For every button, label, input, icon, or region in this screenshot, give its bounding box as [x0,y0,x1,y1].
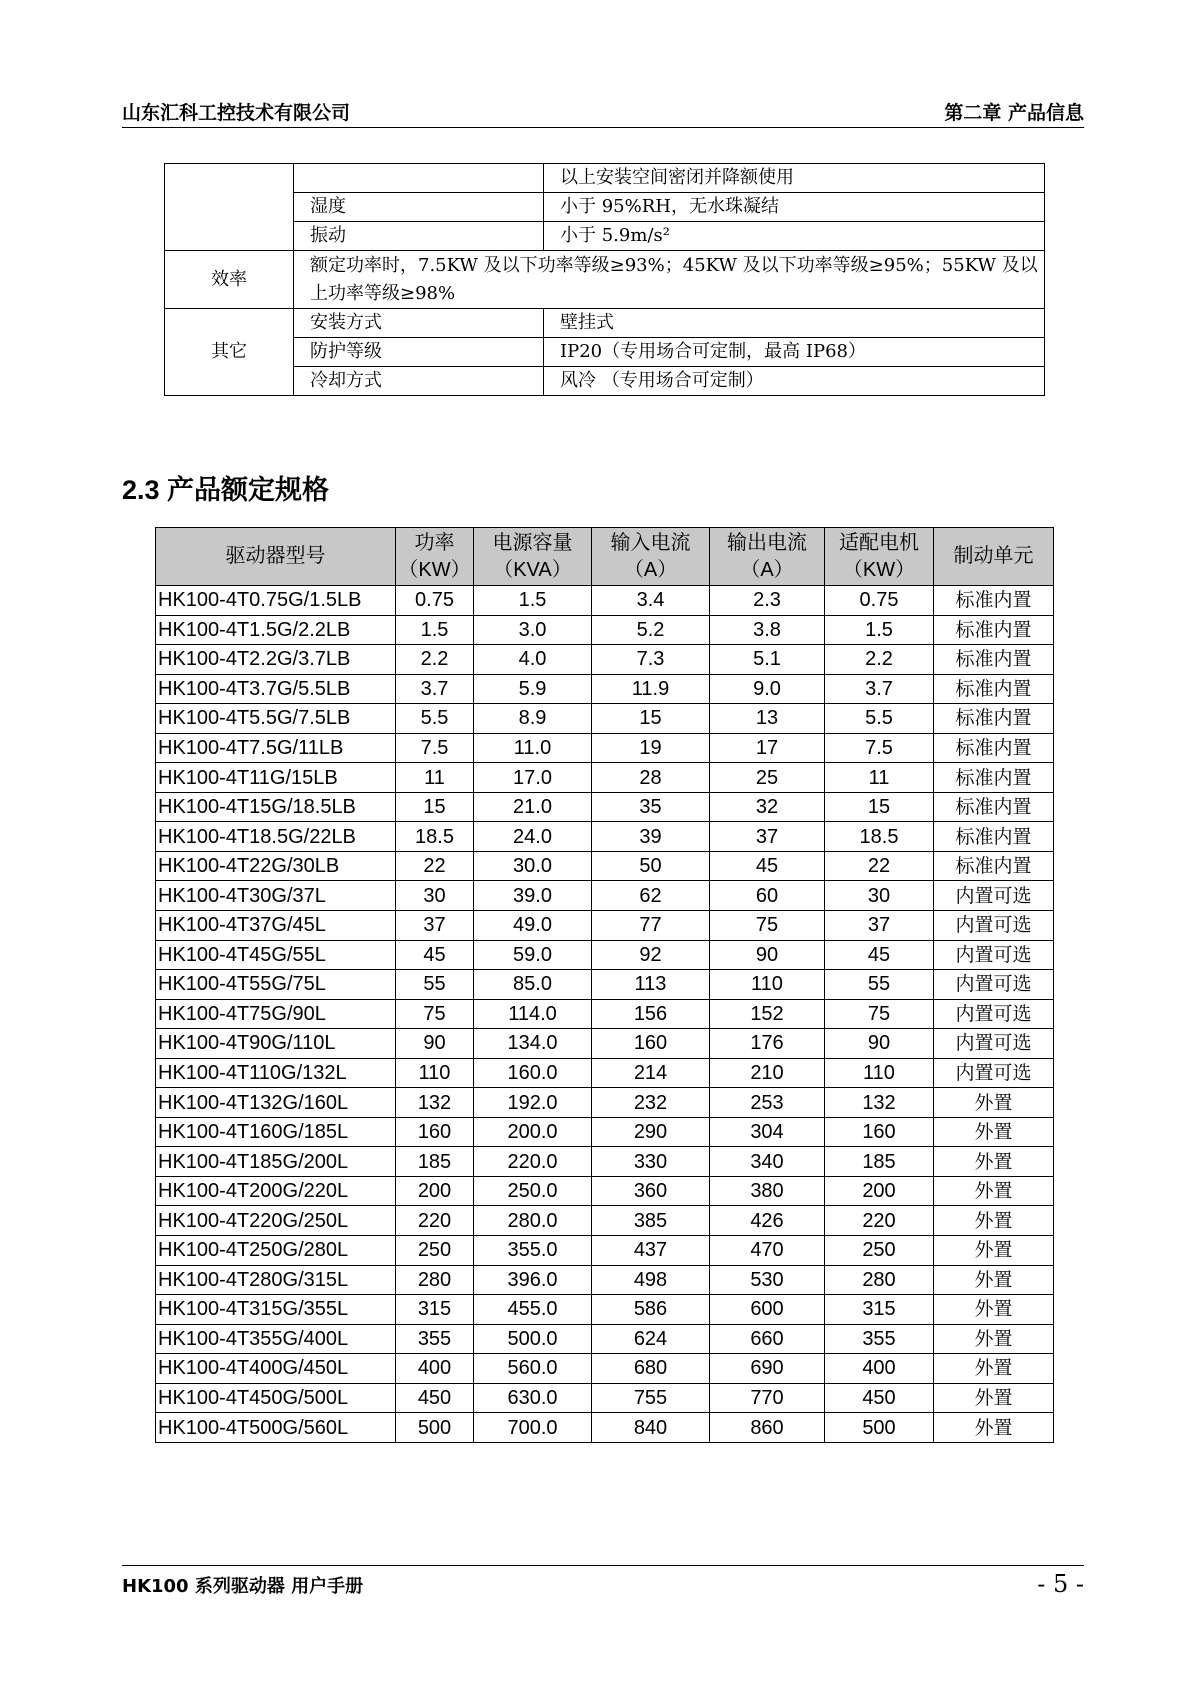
input-current-cell: 11.9 [592,674,710,704]
input-current-cell: 232 [592,1088,710,1118]
motor-cell: 15 [825,792,934,822]
power-cell: 37 [396,911,474,941]
model-cell: HK100-4T1.5G/2.2LB [156,615,396,645]
power-cell: 400 [396,1354,474,1384]
capacity-cell: 700.0 [474,1413,592,1443]
input-current-cell: 586 [592,1295,710,1325]
column-header-unit: （A） [740,558,794,581]
motor-cell: 400 [825,1354,934,1384]
input-current-cell: 160 [592,1029,710,1059]
table-row [156,615,1054,645]
output-current-cell: 5.1 [710,645,825,675]
output-current-cell: 176 [710,1029,825,1059]
input-current-cell: 385 [592,1206,710,1236]
capacity-cell: 17.0 [474,763,592,793]
motor-cell: 110 [825,1058,934,1088]
brake-unit-cell: 标准内置 [934,763,1054,793]
model-cell: HK100-4T185G/200L [156,1147,396,1177]
capacity-cell: 24.0 [474,822,592,852]
model-cell: HK100-4T220G/250L [156,1206,396,1236]
capacity-cell: 280.0 [474,1206,592,1236]
table-row [156,763,1054,793]
motor-cell: 90 [825,1029,934,1059]
power-cell: 450 [396,1383,474,1413]
brake-unit-cell: 外置 [934,1295,1054,1325]
table-row [156,881,1054,911]
power-cell: 55 [396,970,474,1000]
model-cell: HK100-4T132G/160L [156,1088,396,1118]
power-cell: 18.5 [396,822,474,852]
capacity-cell: 192.0 [474,1088,592,1118]
power-cell: 15 [396,792,474,822]
brake-unit-cell: 外置 [934,1088,1054,1118]
env-value: 风冷 （专用场合可定制） [544,367,1045,396]
table-row [156,792,1054,822]
model-cell: HK100-4T0.75G/1.5LB [156,586,396,616]
input-current-cell: 214 [592,1058,710,1088]
input-current-cell: 437 [592,1236,710,1266]
motor-cell: 315 [825,1295,934,1325]
capacity-cell: 455.0 [474,1295,592,1325]
brake-unit-cell: 标准内置 [934,704,1054,734]
capacity-cell: 500.0 [474,1324,592,1354]
model-cell: HK100-4T5.5G/7.5LB [156,704,396,734]
power-cell: 200 [396,1176,474,1206]
motor-cell: 280 [825,1265,934,1295]
power-cell: 355 [396,1324,474,1354]
column-header-unit: （KVA） [493,558,572,581]
model-cell: HK100-4T3.7G/5.5LB [156,674,396,704]
model-cell: HK100-4T355G/400L [156,1324,396,1354]
output-current-cell: 304 [710,1117,825,1147]
input-current-cell: 3.4 [592,586,710,616]
power-cell: 315 [396,1295,474,1325]
brake-unit-cell: 内置可选 [934,1029,1054,1059]
capacity-cell: 250.0 [474,1176,592,1206]
column-header-label: 功率 [414,531,455,554]
input-current-cell: 5.2 [592,615,710,645]
output-current-cell: 13 [710,704,825,734]
power-cell: 132 [396,1088,474,1118]
column-header-label: 适配电机 [839,531,919,554]
input-current-cell: 50 [592,851,710,881]
power-cell: 110 [396,1058,474,1088]
motor-cell: 200 [825,1176,934,1206]
efficiency-category: 效率 [165,251,294,309]
output-current-cell: 3.8 [710,615,825,645]
brake-unit-cell: 外置 [934,1176,1054,1206]
model-cell: HK100-4T45G/55L [156,940,396,970]
capacity-cell: 39.0 [474,881,592,911]
company-name: 山东汇科工控技术有限公司 [122,102,351,124]
motor-cell: 500 [825,1413,934,1443]
power-cell: 90 [396,1029,474,1059]
motor-cell: 355 [825,1324,934,1354]
env-item: 湿度 [294,193,544,222]
model-cell: HK100-4T37G/45L [156,911,396,941]
env-value: 小于 5.9m/s² [544,222,1045,251]
page-footer [122,1565,1084,1605]
brake-unit-cell: 标准内置 [934,615,1054,645]
output-current-cell: 340 [710,1147,825,1177]
motor-cell: 75 [825,999,934,1029]
table-row [156,1117,1054,1147]
env-item: 安装方式 [294,309,544,338]
capacity-cell: 8.9 [474,704,592,734]
capacity-cell: 396.0 [474,1265,592,1295]
column-header-label: 制动单元 [953,545,1034,567]
brake-unit-cell: 标准内置 [934,645,1054,675]
motor-cell: 11 [825,763,934,793]
table-row [156,704,1054,734]
table-row [156,586,1054,616]
page-number: - 5 - [1037,1570,1084,1598]
brake-unit-cell: 标准内置 [934,822,1054,852]
table-row [156,851,1054,881]
motor-cell: 22 [825,851,934,881]
column-header [710,528,825,586]
table-row [165,222,1045,251]
output-current-cell: 210 [710,1058,825,1088]
table-row [165,164,1045,193]
column-header-unit: （A） [623,558,678,581]
power-cell: 0.75 [396,586,474,616]
chapter-title: 第二章 产品信息 [944,102,1084,124]
brake-unit-cell: 外置 [934,1383,1054,1413]
model-cell: HK100-4T110G/132L [156,1058,396,1088]
environment-spec-table [164,163,1045,396]
brake-unit-cell: 内置可选 [934,970,1054,1000]
section-title: 2.3 产品额定规格 [122,475,330,505]
brake-unit-cell: 外置 [934,1206,1054,1236]
table-row [165,251,1045,309]
brake-unit-cell: 外置 [934,1147,1054,1177]
input-current-cell: 840 [592,1413,710,1443]
table-row [156,1295,1054,1325]
brake-unit-cell: 外置 [934,1413,1054,1443]
motor-cell: 132 [825,1088,934,1118]
output-current-cell: 470 [710,1236,825,1266]
env-item: 冷却方式 [294,367,544,396]
model-cell: HK100-4T2.2G/3.7LB [156,645,396,675]
capacity-cell: 3.0 [474,615,592,645]
power-cell: 45 [396,940,474,970]
table-row [165,193,1045,222]
output-current-cell: 152 [710,999,825,1029]
column-header [592,528,710,586]
table-row [156,1324,1054,1354]
output-current-cell: 17 [710,733,825,763]
model-cell: HK100-4T90G/110L [156,1029,396,1059]
model-cell: HK100-4T450G/500L [156,1383,396,1413]
input-current-cell: 39 [592,822,710,852]
input-current-cell: 330 [592,1147,710,1177]
model-cell: HK100-4T500G/560L [156,1413,396,1443]
motor-cell: 185 [825,1147,934,1177]
input-current-cell: 498 [592,1265,710,1295]
power-cell: 160 [396,1117,474,1147]
input-current-cell: 28 [592,763,710,793]
env-item: 振动 [294,222,544,251]
capacity-cell: 59.0 [474,940,592,970]
output-current-cell: 690 [710,1354,825,1384]
capacity-cell: 1.5 [474,586,592,616]
table-row [156,1147,1054,1177]
input-current-cell: 156 [592,999,710,1029]
power-cell: 11 [396,763,474,793]
motor-cell: 5.5 [825,704,934,734]
input-current-cell: 290 [592,1117,710,1147]
column-header-label: 输入电流 [610,531,691,554]
table-row [156,1058,1054,1088]
capacity-cell: 30.0 [474,851,592,881]
input-current-cell: 755 [592,1383,710,1413]
table-row [156,645,1054,675]
table-row [156,1236,1054,1266]
capacity-cell: 134.0 [474,1029,592,1059]
table-row [156,1206,1054,1236]
column-header [825,528,934,586]
column-header-unit: （KW） [842,558,916,581]
power-cell: 220 [396,1206,474,1236]
input-current-cell: 35 [592,792,710,822]
capacity-cell: 5.9 [474,674,592,704]
table-row [156,822,1054,852]
motor-cell: 450 [825,1383,934,1413]
capacity-cell: 85.0 [474,970,592,1000]
input-current-cell: 7.3 [592,645,710,675]
power-cell: 3.7 [396,674,474,704]
motor-cell: 2.2 [825,645,934,675]
power-cell: 5.5 [396,704,474,734]
column-header-label: 电源容量 [492,531,573,554]
motor-cell: 250 [825,1236,934,1266]
table-row [165,338,1045,367]
column-header-label: 输出电流 [727,531,807,554]
power-cell: 280 [396,1265,474,1295]
brake-unit-cell: 外置 [934,1265,1054,1295]
table-row [156,1383,1054,1413]
table-row [156,1413,1054,1443]
column-header-label: 驱动器型号 [225,545,326,567]
input-current-cell: 19 [592,733,710,763]
input-current-cell: 624 [592,1324,710,1354]
brake-unit-cell: 标准内置 [934,674,1054,704]
brake-unit-cell: 内置可选 [934,999,1054,1029]
model-cell: HK100-4T160G/185L [156,1117,396,1147]
model-cell: HK100-4T55G/75L [156,970,396,1000]
brake-unit-cell: 外置 [934,1324,1054,1354]
brake-unit-cell: 内置可选 [934,940,1054,970]
output-current-cell: 45 [710,851,825,881]
power-cell: 22 [396,851,474,881]
motor-cell: 160 [825,1117,934,1147]
power-cell: 185 [396,1147,474,1177]
model-cell: HK100-4T280G/315L [156,1265,396,1295]
table-row [156,1088,1054,1118]
output-current-cell: 75 [710,911,825,941]
column-header-unit: （KW） [398,558,471,581]
motor-cell: 30 [825,881,934,911]
output-current-cell: 426 [710,1206,825,1236]
input-current-cell: 680 [592,1354,710,1384]
env-value: 壁挂式 [544,309,1045,338]
motor-cell: 1.5 [825,615,934,645]
capacity-cell: 160.0 [474,1058,592,1088]
motor-cell: 3.7 [825,674,934,704]
table-row [165,367,1045,396]
output-current-cell: 600 [710,1295,825,1325]
input-current-cell: 15 [592,704,710,734]
power-cell: 1.5 [396,615,474,645]
output-current-cell: 9.0 [710,674,825,704]
motor-cell: 18.5 [825,822,934,852]
power-cell: 75 [396,999,474,1029]
output-current-cell: 32 [710,792,825,822]
brake-unit-cell: 内置可选 [934,1058,1054,1088]
env-value: 以上安装空间密闭并降额使用 [544,164,1045,193]
output-current-cell: 530 [710,1265,825,1295]
capacity-cell: 630.0 [474,1383,592,1413]
brake-unit-cell: 标准内置 [934,851,1054,881]
output-current-cell: 110 [710,970,825,1000]
output-current-cell: 770 [710,1383,825,1413]
power-cell: 30 [396,881,474,911]
brake-unit-cell: 内置可选 [934,911,1054,941]
column-header [156,528,396,586]
capacity-cell: 355.0 [474,1236,592,1266]
motor-cell: 7.5 [825,733,934,763]
capacity-cell: 200.0 [474,1117,592,1147]
manual-title: HK100 系列驱动器 用户手册 [122,1576,364,1597]
motor-cell: 0.75 [825,586,934,616]
table-row [156,1029,1054,1059]
model-cell: HK100-4T250G/280L [156,1236,396,1266]
table-row [156,1265,1054,1295]
model-cell: HK100-4T22G/30LB [156,851,396,881]
output-current-cell: 25 [710,763,825,793]
capacity-cell: 220.0 [474,1147,592,1177]
model-cell: HK100-4T400G/450L [156,1354,396,1384]
output-current-cell: 380 [710,1176,825,1206]
rated-spec-table [155,527,1054,1443]
env-value: 小于 95%RH，无水珠凝结 [544,193,1045,222]
table-row [156,1176,1054,1206]
brake-unit-cell: 标准内置 [934,733,1054,763]
page-header [122,98,1084,128]
env-value: IP20（专用场合可定制，最高 IP68） [544,338,1045,367]
motor-cell: 37 [825,911,934,941]
table-row [156,970,1054,1000]
brake-unit-cell: 标准内置 [934,586,1054,616]
capacity-cell: 21.0 [474,792,592,822]
model-cell: HK100-4T315G/355L [156,1295,396,1325]
model-cell: HK100-4T200G/220L [156,1176,396,1206]
output-current-cell: 253 [710,1088,825,1118]
efficiency-value: 额定功率时，7.5KW 及以下功率等级≥93%；45KW 及以下功率等级≥95%；55KW 及以上功率等级≥98% [294,251,1045,309]
table-row [156,940,1054,970]
brake-unit-cell: 内置可选 [934,881,1054,911]
output-current-cell: 60 [710,881,825,911]
table-row [156,674,1054,704]
column-header [474,528,592,586]
brake-unit-cell: 外置 [934,1354,1054,1384]
model-cell: HK100-4T11G/15LB [156,763,396,793]
model-cell: HK100-4T18.5G/22LB [156,822,396,852]
input-current-cell: 62 [592,881,710,911]
brake-unit-cell: 标准内置 [934,792,1054,822]
output-current-cell: 90 [710,940,825,970]
power-cell: 250 [396,1236,474,1266]
env-item: 防护等级 [294,338,544,367]
column-header [934,528,1054,586]
model-cell: HK100-4T30G/37L [156,881,396,911]
capacity-cell: 11.0 [474,733,592,763]
brake-unit-cell: 外置 [934,1117,1054,1147]
output-current-cell: 860 [710,1413,825,1443]
capacity-cell: 49.0 [474,911,592,941]
model-cell: HK100-4T15G/18.5LB [156,792,396,822]
other-category: 其它 [165,309,294,396]
capacity-cell: 4.0 [474,645,592,675]
table-row [156,733,1054,763]
table-row [156,999,1054,1029]
output-current-cell: 660 [710,1324,825,1354]
capacity-cell: 114.0 [474,999,592,1029]
table-header-row [156,528,1054,586]
motor-cell: 45 [825,940,934,970]
table-row [156,911,1054,941]
input-current-cell: 77 [592,911,710,941]
motor-cell: 220 [825,1206,934,1236]
power-cell: 7.5 [396,733,474,763]
model-cell: HK100-4T7.5G/11LB [156,733,396,763]
power-cell: 2.2 [396,645,474,675]
output-current-cell: 2.3 [710,586,825,616]
output-current-cell: 37 [710,822,825,852]
env-category-cell [165,164,294,251]
capacity-cell: 560.0 [474,1354,592,1384]
env-item [294,164,544,193]
power-cell: 500 [396,1413,474,1443]
input-current-cell: 113 [592,970,710,1000]
input-current-cell: 360 [592,1176,710,1206]
brake-unit-cell: 外置 [934,1236,1054,1266]
motor-cell: 55 [825,970,934,1000]
table-row [156,1354,1054,1384]
column-header [396,528,474,586]
model-cell: HK100-4T75G/90L [156,999,396,1029]
table-row [165,309,1045,338]
input-current-cell: 92 [592,940,710,970]
